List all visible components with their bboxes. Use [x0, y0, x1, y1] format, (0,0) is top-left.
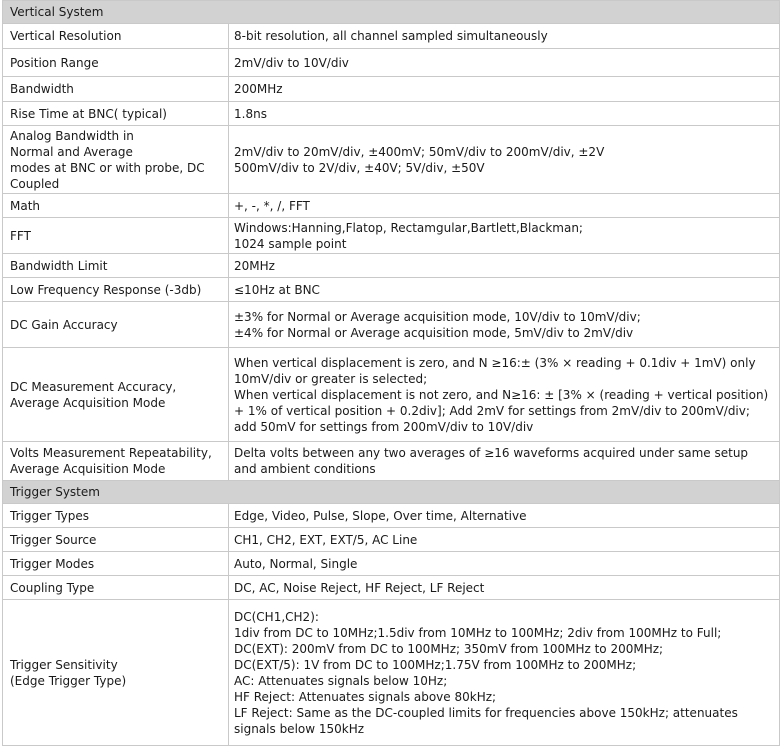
- spec-row: [3, 126, 780, 194]
- spec-row: [3, 24, 780, 49]
- spec-value: 2mV/div to 20mV/div, ±400mV; 50mV/div to 200mV/div, ±2V 500mV/div to 2V/div, ±40V; 5V/div, ±50V: [229, 126, 780, 194]
- spec-table: [2, 0, 780, 746]
- spec-value: 1.8ns: [229, 102, 780, 126]
- spec-label: Bandwidth Limit: [3, 254, 229, 278]
- spec-row: [3, 278, 780, 302]
- spec-row: [3, 49, 780, 77]
- spec-label: FFT: [3, 218, 229, 254]
- spec-row: [3, 194, 780, 218]
- spec-value: Edge, Video, Pulse, Slope, Over time, Alternative: [229, 504, 780, 528]
- spec-value: 8-bit resolution, all channel sampled simultaneously: [229, 24, 780, 49]
- spec-row: [3, 442, 780, 481]
- spec-label: Position Range: [3, 49, 229, 77]
- spec-value: Auto, Normal, Single: [229, 552, 780, 576]
- spec-label: Trigger Source: [3, 528, 229, 552]
- spec-label: Trigger Types: [3, 504, 229, 528]
- spec-value: When vertical displacement is zero, and N ≥16:± (3% × reading + 0.1div + 1mV) only 10mV/div or greater is selected; When vertical displacement is not zero, and N≥16: ± [3% × (reading + vertical position) + 1% of vertical position + 0.2div]; Add 2mV for settings from 2mV/div to 200mV/div; add 50mV for settings from 200mV/div to 10V/div: [229, 348, 780, 442]
- spec-value: DC(CH1,CH2): 1div from DC to 10MHz;1.5div from 10MHz to 100MHz; 2div from 100MHz to Full; DC(EXT): 200mV from DC to 100MHz; 350mV from 100MHz to 200MHz; DC(EXT/5): 1V from DC to 100MHz;1.75V from 100MHz to 200MHz; AC: Attenuates signals below 10Hz; HF Reject: Attenuates signals above 80kHz; LF Reject: Same as the DC-coupled limits for frequencies above 150kHz; attenuates signals below 150kHz: [229, 600, 780, 746]
- spec-label: DC Measurement Accuracy, Average Acquisition Mode: [3, 348, 229, 442]
- spec-label: Coupling Type: [3, 576, 229, 600]
- spec-row: [3, 504, 780, 528]
- section-header-vertical: [3, 1, 780, 24]
- spec-value: 2mV/div to 10V/div: [229, 49, 780, 77]
- spec-value: Windows:Hanning,Flatop, Rectamgular,Bartlett,Blackman; 1024 sample point: [229, 218, 780, 254]
- spec-value: ≤10Hz at BNC: [229, 278, 780, 302]
- spec-row: [3, 600, 780, 746]
- spec-label: Rise Time at BNC( typical): [3, 102, 229, 126]
- section-header-trigger: [3, 481, 780, 504]
- spec-row: [3, 528, 780, 552]
- spec-label: Vertical Resolution: [3, 24, 229, 49]
- spec-value: Delta volts between any two averages of ≥16 waveforms acquired under same setup and ambient conditions: [229, 442, 780, 481]
- spec-value: ±3% for Normal or Average acquisition mode, 10V/div to 10mV/div; ±4% for Normal or Average acquisition mode, 5mV/div to 2mV/div: [229, 302, 780, 348]
- spec-value: 200MHz: [229, 77, 780, 102]
- spec-label: Bandwidth: [3, 77, 229, 102]
- spec-row: [3, 254, 780, 278]
- spec-value: CH1, CH2, EXT, EXT/5, AC Line: [229, 528, 780, 552]
- spec-label: Trigger Sensitivity (Edge Trigger Type): [3, 600, 229, 746]
- spec-row: [3, 552, 780, 576]
- spec-row: [3, 102, 780, 126]
- spec-value: +, -, *, /, FFT: [229, 194, 780, 218]
- spec-value: DC, AC, Noise Reject, HF Reject, LF Reject: [229, 576, 780, 600]
- spec-row: [3, 77, 780, 102]
- section-title: Vertical System: [3, 1, 780, 24]
- spec-label: DC Gain Accuracy: [3, 302, 229, 348]
- spec-row: [3, 348, 780, 442]
- section-title: Trigger System: [3, 481, 780, 504]
- spec-label: Low Frequency Response (-3db): [3, 278, 229, 302]
- spec-label: Analog Bandwidth in Normal and Average modes at BNC or with probe, DC Coupled: [3, 126, 229, 194]
- spec-row: [3, 576, 780, 600]
- spec-row: [3, 218, 780, 254]
- spec-value: 20MHz: [229, 254, 780, 278]
- spec-label: Trigger Modes: [3, 552, 229, 576]
- spec-label: Volts Measurement Repeatability, Average Acquisition Mode: [3, 442, 229, 481]
- spec-label: Math: [3, 194, 229, 218]
- spec-row: [3, 302, 780, 348]
